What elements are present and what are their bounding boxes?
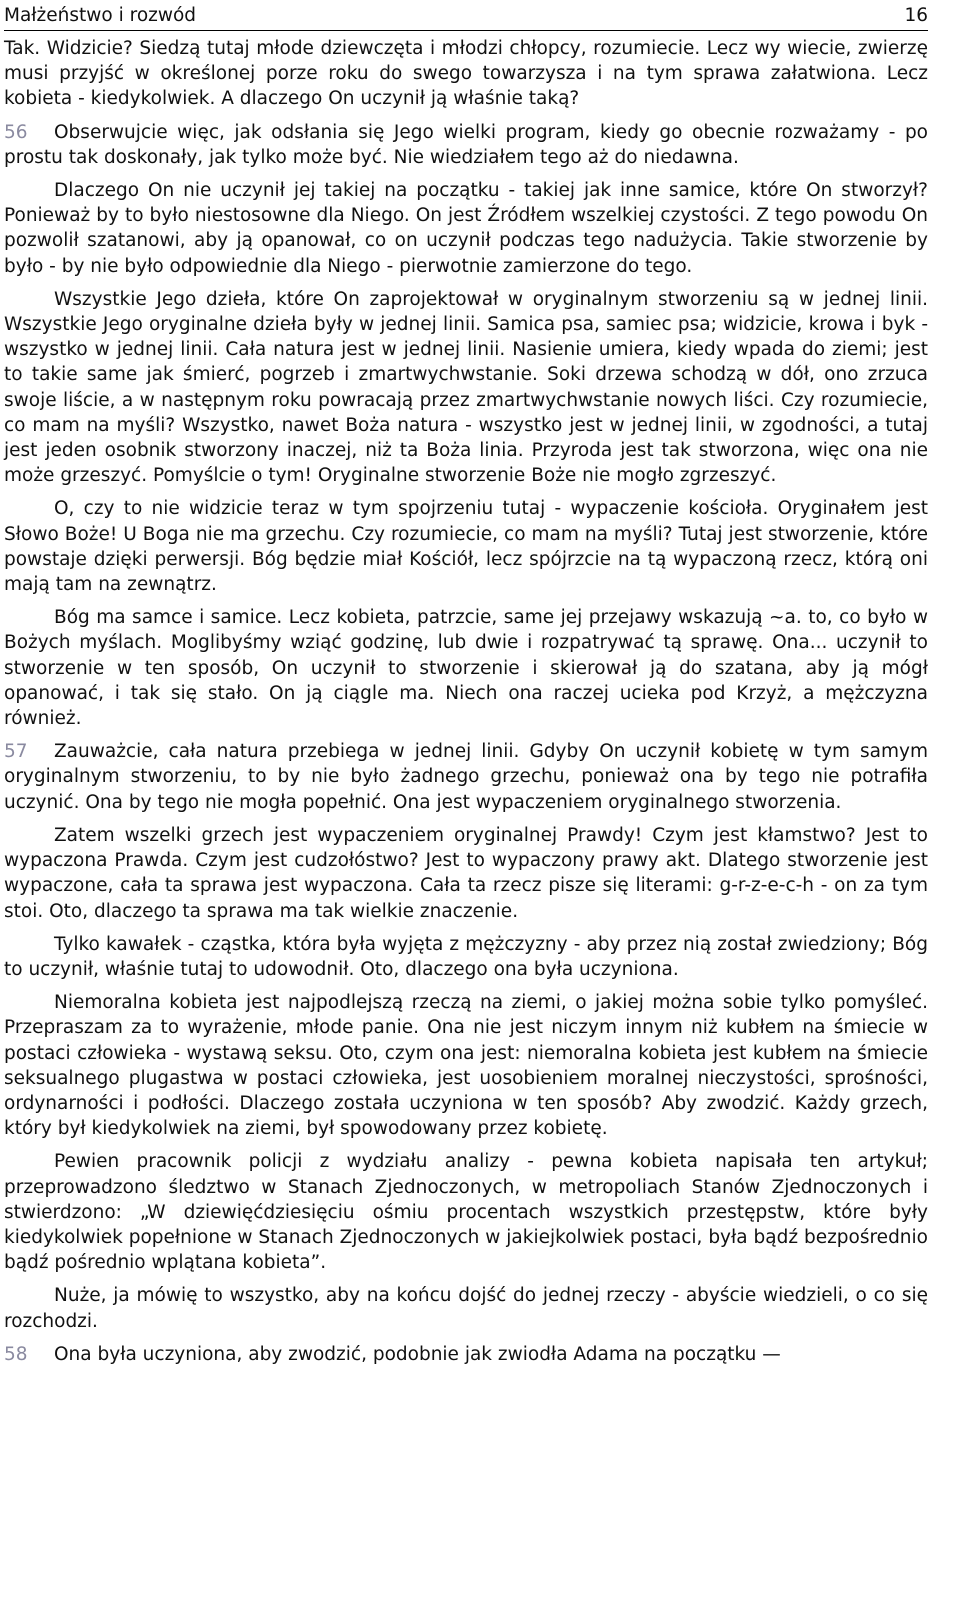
document-title: Małżeństwo i rozwód [4,5,197,26]
paragraph [4,739,928,815]
paragraph [4,823,928,924]
paragraph-number: 56 [4,121,28,143]
paragraph-text: Dlaczego On nie uczynił jej takiej na początku - takiej jak inne samice, które On stworzył? Ponieważ by to było niestosowne dla Niego. On jest Źródłem wszelkiej czystości. Z tego powodu On pozwolił szatanowi, aby ją opanował, co on uczynił podczas tego nadużycia. Takie stworzenie by było - by nie było odpowiednie dla Niego - pierwotnie zamierzone do tego. [4,180,928,277]
document-page [4,0,928,1375]
paragraph [4,605,928,731]
paragraph [4,120,928,170]
paragraph-text: Obserwujcie więc, jak odsłania się Jego wielki program, kiedy go obecnie rozważamy - po prostu tak doskonały, jak tylko może być. Nie wiedziałem tego aż do niedawna. [4,121,928,168]
paragraph-text: Zauważcie, cała natura przebiega w jednej linii. Gdyby On uczynił kobietę w tym samym oryginalnym stworzeniu, to by nie było żadnego grzechu, ponieważ ona by tego nie potrafiła uczynić. Ona by tego nie mogła popełnić. Ona jest wypaczeniem oryginalnego stworzenia. [4,741,928,813]
document-body [4,36,928,1367]
page-header [4,0,928,31]
paragraph-number: 57 [4,741,28,763]
paragraph-text: Pewien pracownik policji z wydziału analizy - pewna kobieta napisała ten artykuł; przeprowadzono śledztwo w Stanach Zjednoczonych, w metropoliach Stanów Zjednoczonych i stwierdzono: „W dziewięćdziesięciu ośmiu procentach wszystkich przestępstw, które były kiedykolwiek popełnione w Stanach Zjednoczonych w jakiejkolwiek postaci, była bądź bezpośrednio bądź pośrednio wplątana kobieta”. [4,1151,928,1274]
paragraph-text: Bóg ma samce i samice. Lecz kobieta, patrzcie, same jej przejawy wskazują ~a. to, co było w Bożych myślach. Moglibyśmy wziąć godzinę, lub dwie i rozpatrywać tą sprawę. Ona... uczynił to stworzenie w ten sposób, On uczynił to stworzenie i skierował ją do szatana, aby ją mógł opanować, i tak się stało. On ją ciągle ma. Niech ona raczej ucieka pod Krzyż, a mężczyzna również. [4,607,928,730]
paragraph [4,1342,928,1367]
paragraph [4,1149,928,1275]
paragraph [4,932,928,982]
paragraph-text: Niemoralna kobieta jest najpodlejszą rzeczą na ziemi, o jakiej można sobie tylko pomyśleć. Przepraszam za to wyrażenie, młode panie. Ona nie jest niczym innym niż kubłem na śmiecie w postaci człowieka - wystawą seksu. Oto, czym ona jest: niemoralna kobieta jest kubłem na śmiecie seksualnego plugastwa w postaci człowieka, jest uosobieniem moralnej nieczystości, sprośności, ordynarności i podłości. Dlaczego została uczyniona w ten sposób? Aby zwodzić. Każdy grzech, który był kiedykolwiek na ziemi, był spowodowany przez kobietę. [4,992,928,1140]
paragraph-text: Tak. Widzicie? Siedzą tutaj młode dziewczęta i młodzi chłopcy, rozumiecie. Lecz wy wiecie, zwierzę musi przyjść w określonej porze roku do swego towarzysza i na tym sprawa załatwiona. Lecz kobieta - kiedykolwiek. A dlaczego On uczynił ją właśnie taką? [4,38,928,110]
paragraph [4,287,928,489]
paragraph [4,1283,928,1333]
paragraph [4,178,928,279]
paragraph [4,496,928,597]
paragraph-number: 58 [4,1343,28,1365]
paragraph [4,990,928,1141]
page-number: 16 [904,5,928,26]
paragraph-text: Zatem wszelki grzech jest wypaczeniem oryginalnej Prawdy! Czym jest kłamstwo? Jest to wypaczona Prawda. Czym jest cudzołóstwo? Jest to wypaczony prawy akt. Dlatego stworzenie jest wypaczone, cała ta sprawa jest wypaczona. Cała ta rzecz pisze się literami: g-r-z-e-c-h - on za tym stoi. Oto, dlaczego ta sprawa ma tak wielkie znaczenie. [4,824,928,922]
paragraph-text: Nuże, ja mówię to wszystko, aby na końcu dojść do jednej rzeczy - abyście wiedzieli, o co się rozchodzi. [4,1285,928,1332]
paragraph-text: O, czy to nie widzicie teraz w tym spojrzeniu tutaj - wypaczenie kościoła. Oryginałem jest Słowo Boże! U Boga nie ma grzechu. Czy rozumiecie, co mam na myśli? Tutaj jest stworzenie, które powstaje dzięki perwersji. Bóg będzie miał Kościół, lecz spójrzcie na tą wypaczoną rzecz, którą oni mają tam na zewnątrz. [4,498,928,596]
paragraph-text: Ona była uczyniona, aby zwodzić, podobnie jak zwiodła Adama na początku — [54,1343,781,1365]
paragraph-text: Tylko kawałek - cząstka, która była wyjęta z mężczyzny - aby przez nią został zwiedziony; Bóg to uczynił, właśnie tutaj to udowodnił. Oto, dlaczego ona była uczyniona. [4,933,928,980]
paragraph [4,36,928,112]
paragraph-text: Wszystkie Jego dzieła, które On zaprojektował w oryginalnym stworzeniu są w jednej linii. Wszystkie Jego oryginalne dzieła były w jednej linii. Samica psa, samiec psa; widzicie, krowa i byk - wszystko w jednej linii. Cała natura jest w jednej linii. Nasienie umiera, kiedy wpada do ziemi; jest to takie same jak śmierć, pogrzeb i zmartwychwstanie. Soki drzewa schodzą w dół, ono zrzuca swoje liście, a w następnym roku powracają przez zmartwychwstanie nowych liści. Czy rozumiecie, co mam na myśli? Wszystko, nawet Boża natura - wszystko jest w jednej linii, w zgodności, a tutaj jest jeden osobnik stworzony inaczej, niż ta Boża linia. Przyroda jest tak stworzona, więc ona nie może grzeszyć. Pomyślcie o tym! Oryginalne stworzenie Boże nie mogło zgrzeszyć. [4,288,928,487]
